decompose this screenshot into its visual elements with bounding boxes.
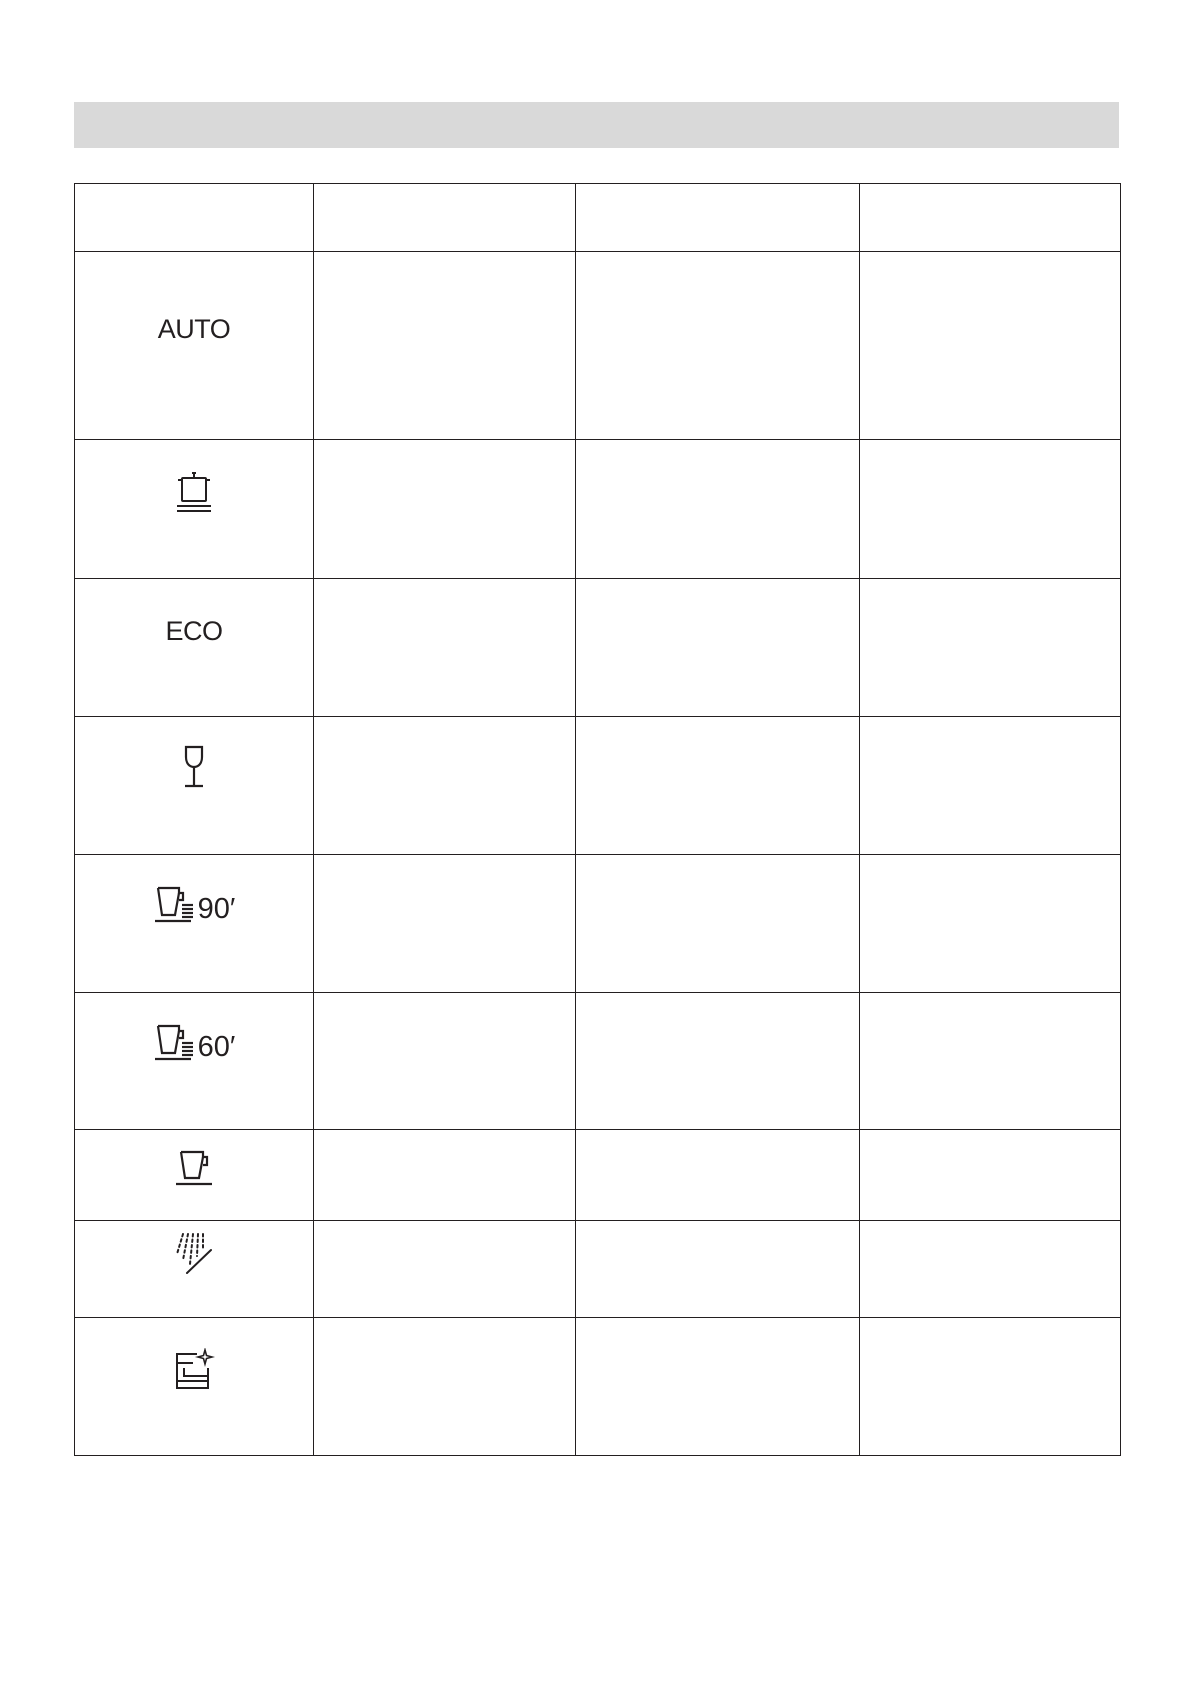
duration-label: 90′ — [197, 893, 236, 925]
table-cell — [576, 993, 860, 1130]
header-cell-col3 — [576, 184, 860, 252]
table-cell — [314, 252, 576, 440]
programme-symbol-cell — [75, 1318, 314, 1456]
table-cell — [314, 1221, 576, 1318]
table-cell — [576, 717, 860, 855]
table-cell — [576, 440, 860, 579]
table-row — [75, 252, 1121, 440]
table-row — [75, 1130, 1121, 1221]
programme-symbol-cell — [75, 717, 314, 855]
table-cell — [860, 855, 1121, 993]
table-cell — [860, 252, 1121, 440]
pot-icon — [173, 471, 215, 515]
table-cell — [314, 717, 576, 855]
table-cell — [860, 1318, 1121, 1456]
table-cell — [576, 579, 860, 717]
table-row — [75, 717, 1121, 855]
cup-saucer-icon — [173, 1148, 215, 1188]
header-cell-programme — [75, 184, 314, 252]
table-cell — [314, 993, 576, 1130]
section-header-bar — [74, 102, 1119, 148]
wine-glass-icon — [180, 745, 208, 789]
duration-label: 60′ — [197, 1030, 236, 1063]
programme-symbol-cell — [75, 252, 314, 440]
cup-quick-icon — [153, 885, 197, 925]
cup-quick-icon — [153, 1023, 197, 1063]
table-cell — [314, 440, 576, 579]
table-cell — [576, 855, 860, 993]
table-cell — [314, 855, 576, 993]
programme-symbol-cell — [75, 1221, 314, 1318]
programme-table — [74, 183, 1121, 1456]
table-cell — [860, 993, 1121, 1130]
machine-care-icon — [173, 1348, 215, 1392]
table-row — [75, 579, 1121, 717]
programme-symbol-cell — [75, 855, 314, 993]
table-cell — [314, 1318, 576, 1456]
programme-symbol-cell — [75, 1130, 314, 1221]
rinse-spray-icon — [171, 1230, 217, 1276]
table-cell — [314, 1130, 576, 1221]
table-row — [75, 993, 1121, 1130]
table-cell — [314, 579, 576, 717]
table-cell — [576, 252, 860, 440]
table-row — [75, 440, 1121, 579]
table-cell — [860, 440, 1121, 579]
table-cell — [860, 1221, 1121, 1318]
header-cell-col2 — [314, 184, 576, 252]
table-row — [75, 1318, 1121, 1456]
programme-symbol-cell — [75, 579, 314, 717]
header-cell-col4 — [860, 184, 1121, 252]
eco-symbol: ECO — [165, 616, 223, 646]
table-cell — [576, 1221, 860, 1318]
table-cell — [576, 1130, 860, 1221]
table-row — [75, 1221, 1121, 1318]
table-cell — [860, 1130, 1121, 1221]
auto-symbol: AUTO — [157, 314, 231, 344]
table-cell — [860, 717, 1121, 855]
table-row — [75, 855, 1121, 993]
table-cell — [576, 1318, 860, 1456]
programme-symbol-cell — [75, 993, 314, 1130]
programme-symbol-cell — [75, 440, 314, 579]
table-header-row — [75, 184, 1121, 252]
table-cell — [860, 579, 1121, 717]
